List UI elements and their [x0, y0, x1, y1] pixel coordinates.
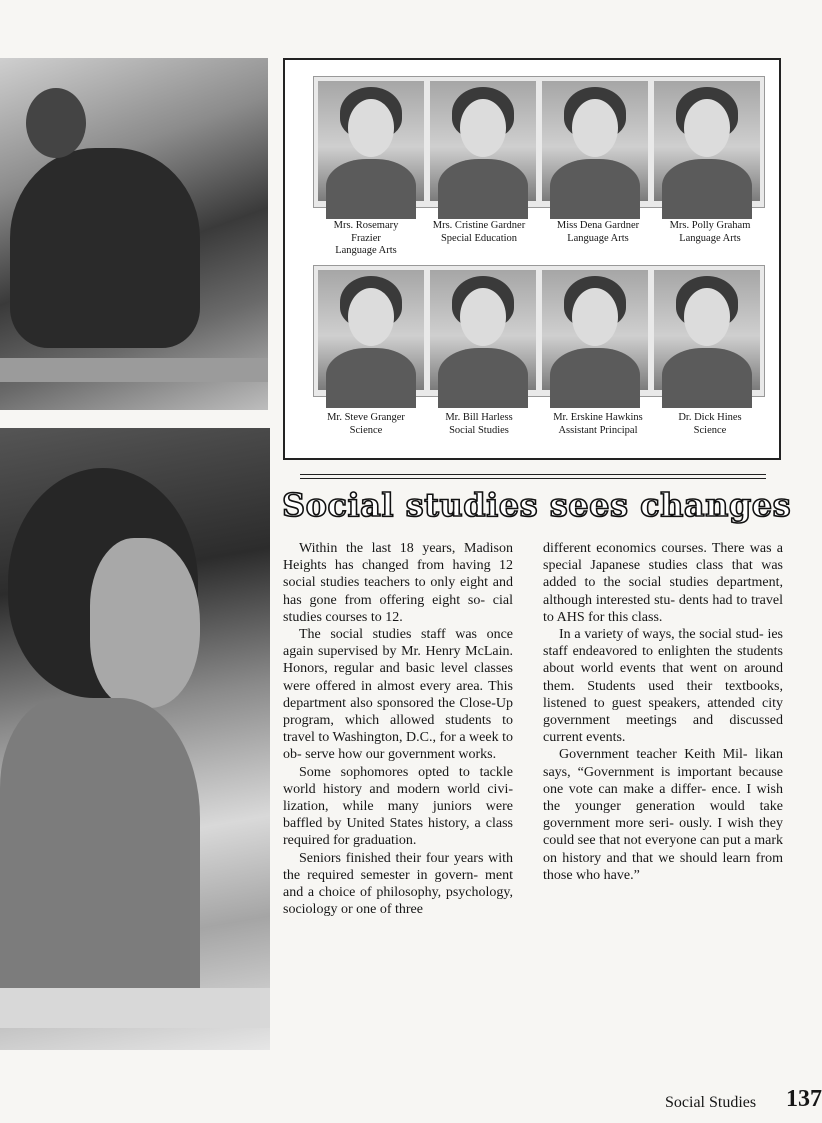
portrait-row-2 [313, 265, 765, 397]
caption-dena-gardner: Miss Dena Gardner Language Arts [556, 220, 640, 244]
paragraph: Government teacher Keith Mil- likan says, “Government is important because one vote can make a differ- ence. I wish the younger generation would take government more seri- ously. I wish they could see that not everyone can put a mark on history and that we should learn from those who have.” [543, 747, 783, 883]
caption-bill-harless: Mr. Bill Harless Social Studies [445, 412, 513, 436]
article-column-left [283, 540, 513, 918]
portrait-steve-granger [318, 270, 424, 390]
portrait-dena-gardner [542, 81, 648, 201]
paragraph: The social studies staff was once again supervised by Mr. Henry McLain. Honors, regular and basic level classes were offered in almost every area. This department also sponsored the Close-Up program, which allowed students to travel to Washington, D.C., for a week to ob- serve how our government works. [283, 627, 513, 763]
portrait-row-1 [313, 76, 765, 208]
headline-rule-top [300, 474, 766, 475]
paragraph: different economics courses. There was a special Japanese studies class that was added to the social studies department, although interested stu- dents had to travel to AHS for this class. [543, 541, 783, 625]
article-headline: Social studies sees changes [282, 486, 792, 524]
student-face [90, 538, 200, 708]
page-number: 137 [786, 1086, 822, 1112]
caption-erskine-hawkins: Mr. Erskine Hawkins Assistant Principal [553, 412, 643, 436]
portrait-polly-graham [654, 81, 760, 201]
student-head [26, 88, 86, 158]
student-shoulder [0, 698, 200, 998]
paragraph: Seniors finished their four years with the required semester in govern- ment and a choice of philosophy, psychology, sociology or one of three [283, 850, 513, 918]
student-figure [10, 148, 200, 348]
headline-rule-bottom [300, 478, 766, 479]
portrait-rosemary-frazier [318, 81, 424, 201]
portrait-erskine-hawkins [542, 270, 648, 390]
caption-dick-hines: Dr. Dick Hines Science [678, 412, 742, 436]
paragraph: Within the last 18 years, Madison Heights has changed from having 12 social studies teachers to only eight and has gone from offering eight so- cial studies courses to 12. [283, 541, 513, 625]
classroom-photo-bottom [0, 428, 270, 1050]
portrait-bill-harless [430, 270, 536, 390]
caption-cristine-gardner: Mrs. Cristine Gardner Special Education [432, 220, 526, 244]
desk [0, 988, 270, 1028]
faculty-portrait-panel [283, 58, 781, 460]
paragraph: Some sophomores opted to tackle world history and modern world civi- lization, while many juniors were baffled by United States history, a class required for graduation. [283, 764, 513, 849]
desk [0, 358, 268, 382]
caption-steve-granger: Mr. Steve Granger Science [327, 412, 405, 436]
caption-rosemary-frazier: Mrs. Rosemary Frazier Language Arts [333, 220, 399, 256]
article-column-right [543, 540, 783, 884]
paragraph: In a variety of ways, the social stud- ies staff endeavored to enlighten the students about world events that went on around them. Students used their textbooks, listened to guest speakers, attended city government meetings and discussed current events. [543, 627, 783, 746]
caption-polly-graham: Mrs. Polly Graham Language Arts [669, 220, 751, 244]
classroom-photo-top [0, 58, 268, 410]
footer-section-label: Social Studies [665, 1094, 757, 1111]
portrait-dick-hines [654, 270, 760, 390]
portrait-cristine-gardner [430, 81, 536, 201]
